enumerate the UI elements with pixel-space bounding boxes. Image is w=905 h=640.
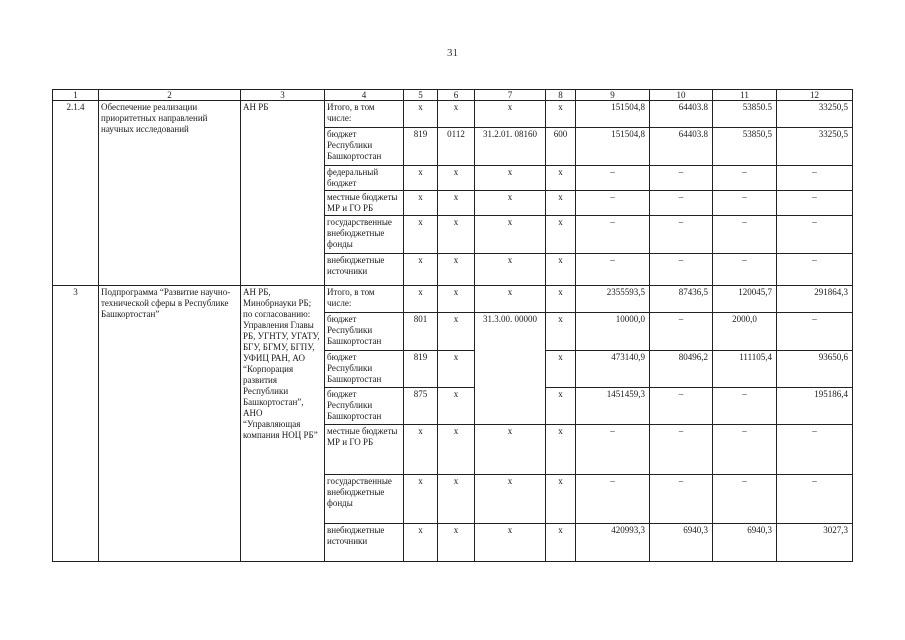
col-header: 7 bbox=[475, 90, 546, 101]
cell: 111105,4 bbox=[713, 351, 777, 388]
col-header: 2 bbox=[99, 90, 241, 101]
cell: 291864,3 bbox=[777, 286, 853, 313]
cell: 6940,3 bbox=[650, 524, 713, 562]
cell: – bbox=[650, 475, 713, 524]
table-row bbox=[53, 286, 853, 313]
cell: 3027,3 bbox=[777, 524, 853, 562]
cell: x bbox=[438, 166, 475, 191]
cell: 80496,2 bbox=[650, 351, 713, 388]
cell: x bbox=[438, 216, 475, 254]
cell: – bbox=[576, 254, 650, 286]
cell: x bbox=[475, 166, 546, 191]
page-number: 31 bbox=[447, 47, 458, 59]
cell: – bbox=[777, 166, 853, 191]
cell: 120045,7 bbox=[713, 286, 777, 313]
cell: 2000,0 bbox=[713, 313, 777, 351]
cell: – bbox=[713, 475, 777, 524]
cell: x bbox=[546, 191, 576, 216]
cell: 31.2.01. 08160 bbox=[475, 128, 546, 166]
cell: 151504,8 bbox=[576, 128, 650, 166]
cell: 195186,4 bbox=[777, 388, 853, 425]
cell: – bbox=[650, 191, 713, 216]
funding-source: федеральный бюджет bbox=[325, 166, 404, 191]
cell: – bbox=[650, 216, 713, 254]
cell: x bbox=[438, 254, 475, 286]
cell: – bbox=[650, 313, 713, 351]
cell: x bbox=[404, 191, 438, 216]
cell: x bbox=[438, 351, 475, 388]
col-header: 3 bbox=[241, 90, 325, 101]
cell: – bbox=[777, 475, 853, 524]
cell: x bbox=[404, 524, 438, 562]
funding-source: государственные внебюджетные фонды bbox=[325, 475, 404, 524]
col-header: 8 bbox=[546, 90, 576, 101]
cell: 2355593,5 bbox=[576, 286, 650, 313]
funding-source: государственные внебюджетные фонды bbox=[325, 216, 404, 254]
cell: x bbox=[475, 425, 546, 475]
row-name: Обеспечение реализации приоритетных направлений научных исследований bbox=[99, 101, 241, 286]
cell: x bbox=[546, 254, 576, 286]
cell: 10000,0 bbox=[576, 313, 650, 351]
budget-table bbox=[52, 89, 853, 562]
cell: x bbox=[475, 524, 546, 562]
col-header: 10 bbox=[650, 90, 713, 101]
cell: 473140,9 bbox=[576, 351, 650, 388]
cell: 93650,6 bbox=[777, 351, 853, 388]
cell: – bbox=[777, 191, 853, 216]
col-header: 1 bbox=[53, 90, 99, 101]
cell: – bbox=[713, 191, 777, 216]
cell: x bbox=[404, 254, 438, 286]
row-id: 2.1.4 bbox=[53, 101, 99, 286]
funding-source: местные бюджеты МР и ГО РБ bbox=[325, 191, 404, 216]
cell: x bbox=[546, 216, 576, 254]
cell: x bbox=[546, 475, 576, 524]
funding-source: бюджет Республики Башкортостан bbox=[325, 313, 404, 351]
funding-source: бюджет Республики Башкортостан bbox=[325, 388, 404, 425]
table-row bbox=[53, 101, 853, 128]
cell: x bbox=[546, 286, 576, 313]
cell: x bbox=[546, 313, 576, 351]
funding-source: внебюджетные источники bbox=[325, 524, 404, 562]
cell: x bbox=[404, 425, 438, 475]
col-header: 12 bbox=[777, 90, 853, 101]
cell: 31.3.00. 00000 bbox=[475, 313, 546, 425]
cell: x bbox=[475, 475, 546, 524]
col-header: 9 bbox=[576, 90, 650, 101]
cell: 875 bbox=[404, 388, 438, 425]
col-header: 4 bbox=[325, 90, 404, 101]
cell: – bbox=[650, 425, 713, 475]
cell: x bbox=[546, 101, 576, 128]
funding-source: Итого, в том числе: bbox=[325, 101, 404, 128]
cell: x bbox=[438, 425, 475, 475]
cell: 819 bbox=[404, 351, 438, 388]
cell: – bbox=[650, 166, 713, 191]
cell: 53850,5 bbox=[713, 128, 777, 166]
cell: x bbox=[404, 286, 438, 313]
cell: x bbox=[475, 216, 546, 254]
cell: x bbox=[438, 388, 475, 425]
cell: 0112 bbox=[438, 128, 475, 166]
cell: x bbox=[438, 313, 475, 351]
cell: x bbox=[475, 101, 546, 128]
cell: – bbox=[650, 254, 713, 286]
cell: x bbox=[438, 524, 475, 562]
cell: x bbox=[546, 166, 576, 191]
cell: x bbox=[475, 191, 546, 216]
cell: – bbox=[713, 388, 777, 425]
cell: x bbox=[438, 286, 475, 313]
cell: – bbox=[713, 254, 777, 286]
cell: 801 bbox=[404, 313, 438, 351]
funding-source: внебюджетные источники bbox=[325, 254, 404, 286]
cell: 53850.5 bbox=[713, 101, 777, 128]
col-header: 6 bbox=[438, 90, 475, 101]
row-id: 3 bbox=[53, 286, 99, 562]
cell: 420993,3 bbox=[576, 524, 650, 562]
cell: – bbox=[713, 166, 777, 191]
cell: – bbox=[713, 216, 777, 254]
cell: – bbox=[777, 425, 853, 475]
cell: 1451459,3 bbox=[576, 388, 650, 425]
cell: 87436,5 bbox=[650, 286, 713, 313]
cell: x bbox=[546, 524, 576, 562]
cell: x bbox=[404, 101, 438, 128]
cell: – bbox=[650, 388, 713, 425]
cell: x bbox=[546, 351, 576, 388]
cell: – bbox=[713, 425, 777, 475]
cell: – bbox=[576, 475, 650, 524]
funding-source: Итого, в том числе: bbox=[325, 286, 404, 313]
cell: 600 bbox=[546, 128, 576, 166]
cell: x bbox=[546, 425, 576, 475]
cell: 64403.8 bbox=[650, 101, 713, 128]
col-header: 5 bbox=[404, 90, 438, 101]
cell: – bbox=[576, 166, 650, 191]
funding-source: бюджет Республики Башкортостан bbox=[325, 128, 404, 166]
cell: x bbox=[438, 475, 475, 524]
col-header: 11 bbox=[713, 90, 777, 101]
cell: x bbox=[438, 101, 475, 128]
cell: x bbox=[546, 388, 576, 425]
cell: – bbox=[576, 191, 650, 216]
cell: 33250,5 bbox=[777, 128, 853, 166]
cell: – bbox=[576, 216, 650, 254]
row-name: Подпрограмма “Развитие научно-технической сферы в Республике Башкортостан” bbox=[99, 286, 241, 562]
cell: – bbox=[777, 216, 853, 254]
cell: 33250,5 bbox=[777, 101, 853, 128]
row-executor: АН РБ bbox=[241, 101, 325, 286]
cell: x bbox=[404, 166, 438, 191]
header-row bbox=[53, 90, 853, 101]
cell: – bbox=[777, 313, 853, 351]
funding-source: бюджет Республики Башкортостан bbox=[325, 351, 404, 388]
cell: – bbox=[777, 254, 853, 286]
cell: x bbox=[404, 216, 438, 254]
funding-source: местные бюджеты МР и ГО РБ bbox=[325, 425, 404, 475]
row-executor: АН РБ, Минобрнауки РБ; по согласованию: Управления Главы РБ, УГНТУ, УГАТУ, БГУ, БГМУ, БГПУ, УФИЦ РАН, АО “Корпорация развития Республики Башкортостан”, АНО “Управляющая компания НОЦ РБ” bbox=[241, 286, 325, 562]
cell: 151504,8 bbox=[576, 101, 650, 128]
cell: 64403.8 bbox=[650, 128, 713, 166]
cell: x bbox=[404, 475, 438, 524]
cell: x bbox=[475, 286, 546, 313]
cell: 6940,3 bbox=[713, 524, 777, 562]
cell: x bbox=[475, 254, 546, 286]
cell: 819 bbox=[404, 128, 438, 166]
cell: x bbox=[438, 191, 475, 216]
cell: – bbox=[576, 425, 650, 475]
